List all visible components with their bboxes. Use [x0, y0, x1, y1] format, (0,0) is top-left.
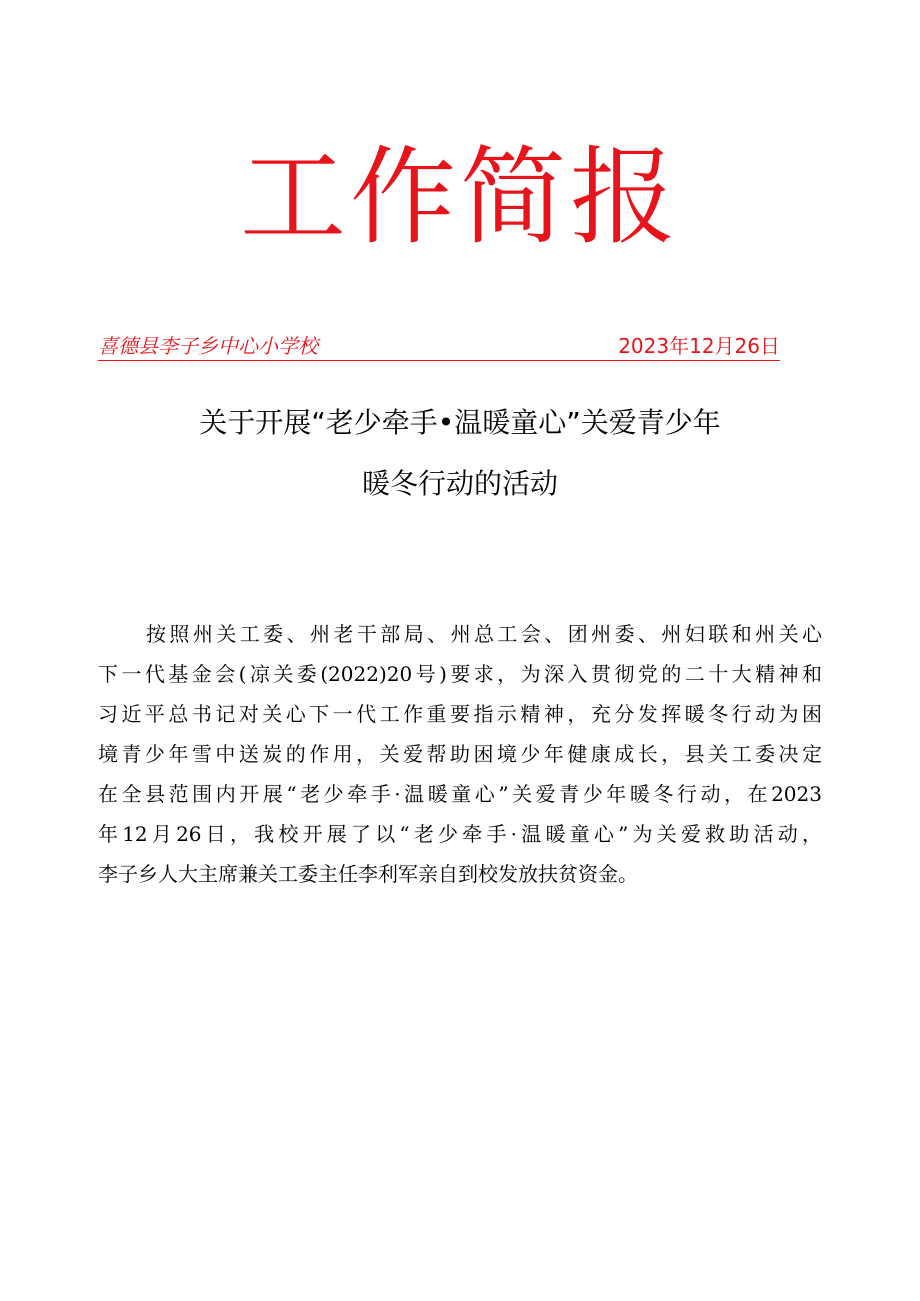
body-line: 按照州关工委、州老干部局、州总工会、团州委、州妇联和州关心 — [146, 622, 822, 646]
body-line: 习近平总书记对关心下一代工作重要指示精神，充分发挥暖冬行动为困 — [98, 702, 822, 726]
issuer-name: 喜德县李子乡中心小学校 — [98, 334, 318, 358]
body-line: 在全县范围内开展“老少牵手·温暖童心”关爱青少年暖冬行动，在2023 — [98, 782, 822, 806]
body-line: 境青少年雪中送炭的作用，关爱帮助困境少年健康成长，县关工委决定 — [98, 742, 822, 766]
issue-date: 2023年12月26日 — [618, 334, 780, 358]
body-line: 李子乡人大主席兼关工委主任李利军亲自到校发放扶贫资金。 — [98, 862, 638, 886]
article-title-line-1: 关于开展“老少牵手•温暖童心”关爱青少年 — [199, 406, 721, 439]
article-title-line-2: 暖冬行动的活动 — [361, 467, 558, 500]
body-line: 年12月26日，我校开展了以“老少牵手·温暖童心”为关爱救助活动， — [98, 822, 822, 846]
article-body — [98, 614, 822, 894]
issuer-rule — [98, 332, 780, 361]
body-line: 下一代基金会(凉关委(2022)20号)要求，为深入贯彻党的二十大精神和 — [98, 662, 822, 686]
masthead-title: 工作简报 — [240, 136, 680, 259]
